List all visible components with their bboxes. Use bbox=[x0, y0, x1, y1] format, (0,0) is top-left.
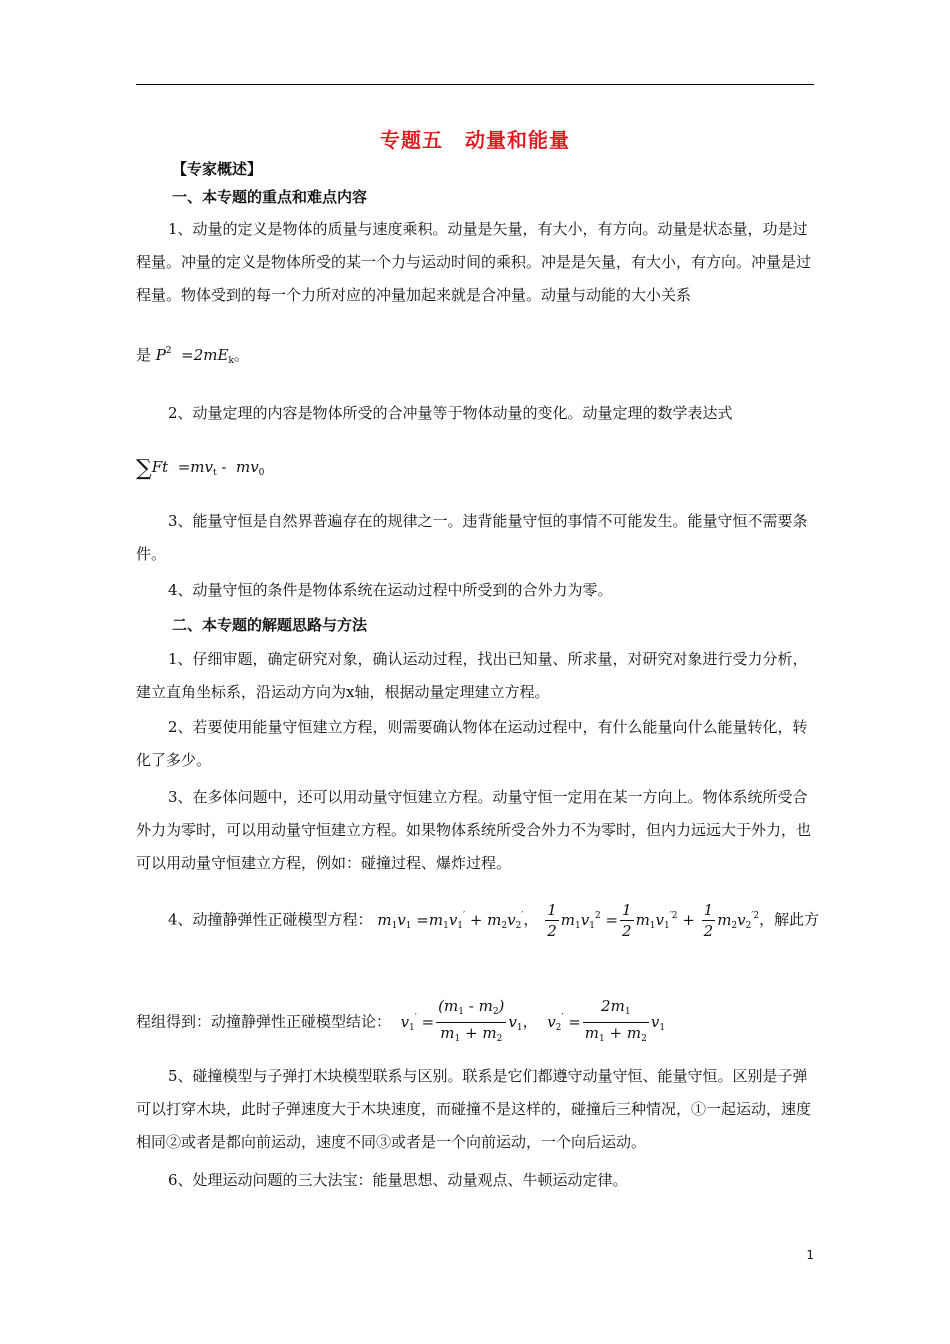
paragraph-2-1: 1、仔细审题，确定研究对象，确认运动过程，找出已知量、所求量，对研究对象进行受力分析，建立直角坐标系，沿运动方向为x轴，根据动量定理建立方程。 bbox=[136, 650, 808, 701]
title-part1: 专题五 bbox=[380, 128, 443, 152]
page-number: 1 bbox=[806, 1248, 814, 1262]
paragraph-1-3: 3、能量守恒是自然界普遍存在的规律之一。违背能量守恒的事情不可能发生。能量守恒不需要条件。 bbox=[136, 512, 808, 563]
formula-v2-result: $v_2'$ = $\frac{2m_1}{m_1 + m_2}$ $v_1$ bbox=[542, 997, 666, 1044]
p24-sep: ， bbox=[523, 910, 539, 929]
formula-momentum-conservation: $m_1v_1 =m_1v_1' + m_2v_2'$ bbox=[377, 910, 524, 931]
formula-impulse-theorem: $\sum Ft =mv_t - mv_0$ bbox=[136, 456, 265, 481]
p24-lead: 4、动撞静弹性正碰模型方程： bbox=[168, 910, 373, 929]
paragraph-2-6: 6、处理运动问题的三大法宝：能量思想、动量观点、牛顿运动定律。 bbox=[168, 1171, 628, 1189]
paragraph-1-1: 1、动量的定义是物体的质量与速度乘积。动量是矢量，有大小，有方向。动量是状态量，功是过程量。冲量的定义是物体所受的某一个力与运动时间的乘积。冲是是矢量，有大小，有方向。冲量是过程量。物体受到的每一个力所对应的冲量加起来就是合冲量。动量与动能的大小关系 bbox=[136, 220, 812, 304]
paragraph-2-5: 5、碰撞模型与子弹打木块模型联系与区别。联系是它们都遵守动量守恒、能量守恒。区别是子弹可以打穿木块，此时子弹速度大于木块速度，而碰撞不是这样的，碰撞后三种情况，①一起运动，速度相同②或者是都向前运动，速度不同③或者是一个向前运动，一个向后运动。 bbox=[136, 1067, 812, 1151]
p24-cont: 程组得到：动撞静弹性正碰模型结论： bbox=[136, 1012, 392, 1031]
relation-end: 。 bbox=[233, 346, 249, 364]
formula-p2-2mek: $P^2 =2mE_k$ bbox=[155, 346, 234, 366]
paragraph-1-2: 2、动量定理的内容是物体所受的合冲量等于物体动量的变化。动量定理的数学表达式 bbox=[168, 404, 733, 422]
formula-energy-conservation: $\frac{1}{2}$ $m_1v_1^2$ = $\frac{1}{2}$ $m_1v_1^{'2}$ + $\frac{1}{2}$ $m_2v_2^{'2}$ bbox=[547, 901, 760, 940]
title-part2: 动量和能量 bbox=[465, 128, 570, 152]
formula-v1-result: $v_1'$ = $\frac{(m_1 - m_2)}{m_1 + m_2}$ $v_1$ bbox=[395, 997, 523, 1044]
paragraph-2-4 bbox=[168, 900, 819, 941]
relation-lead: 是 bbox=[136, 346, 152, 364]
paragraph-2-2: 2、若要使用能量守恒建立方程，则需要确认物体在运动过程中，有什么能量向什么能量转化，转化了多少。 bbox=[136, 718, 808, 769]
page-title bbox=[0, 124, 950, 153]
paragraph-1-4: 4、动量守恒的条件是物体系统在运动过程中所受到的合外力为零。 bbox=[168, 581, 613, 599]
section-heading-2: 二、本专题的解题思路与方法 bbox=[172, 616, 368, 634]
paragraph-2-3: 3、在多体问题中，还可以用动量守恒建立方程。动量守恒一定用在某一方向上。物体系统所受合外力为零时，可以用动量守恒建立方程。如果物体系统所受合外力不为零时，但内力远远大于外力，也可以用动量守恒建立方程，例如：碰撞过程、爆炸过程。 bbox=[136, 788, 812, 872]
paragraph-2-4-cont bbox=[136, 996, 665, 1049]
p24-tail: ，解此方 bbox=[759, 910, 820, 929]
header-rule bbox=[136, 84, 814, 85]
p24-comma: ， bbox=[522, 1012, 538, 1031]
momentum-energy-relation bbox=[136, 344, 249, 366]
expert-label: 【专家概述】 bbox=[172, 160, 263, 178]
section-heading-1: 一、本专题的重点和难点内容 bbox=[172, 188, 368, 206]
